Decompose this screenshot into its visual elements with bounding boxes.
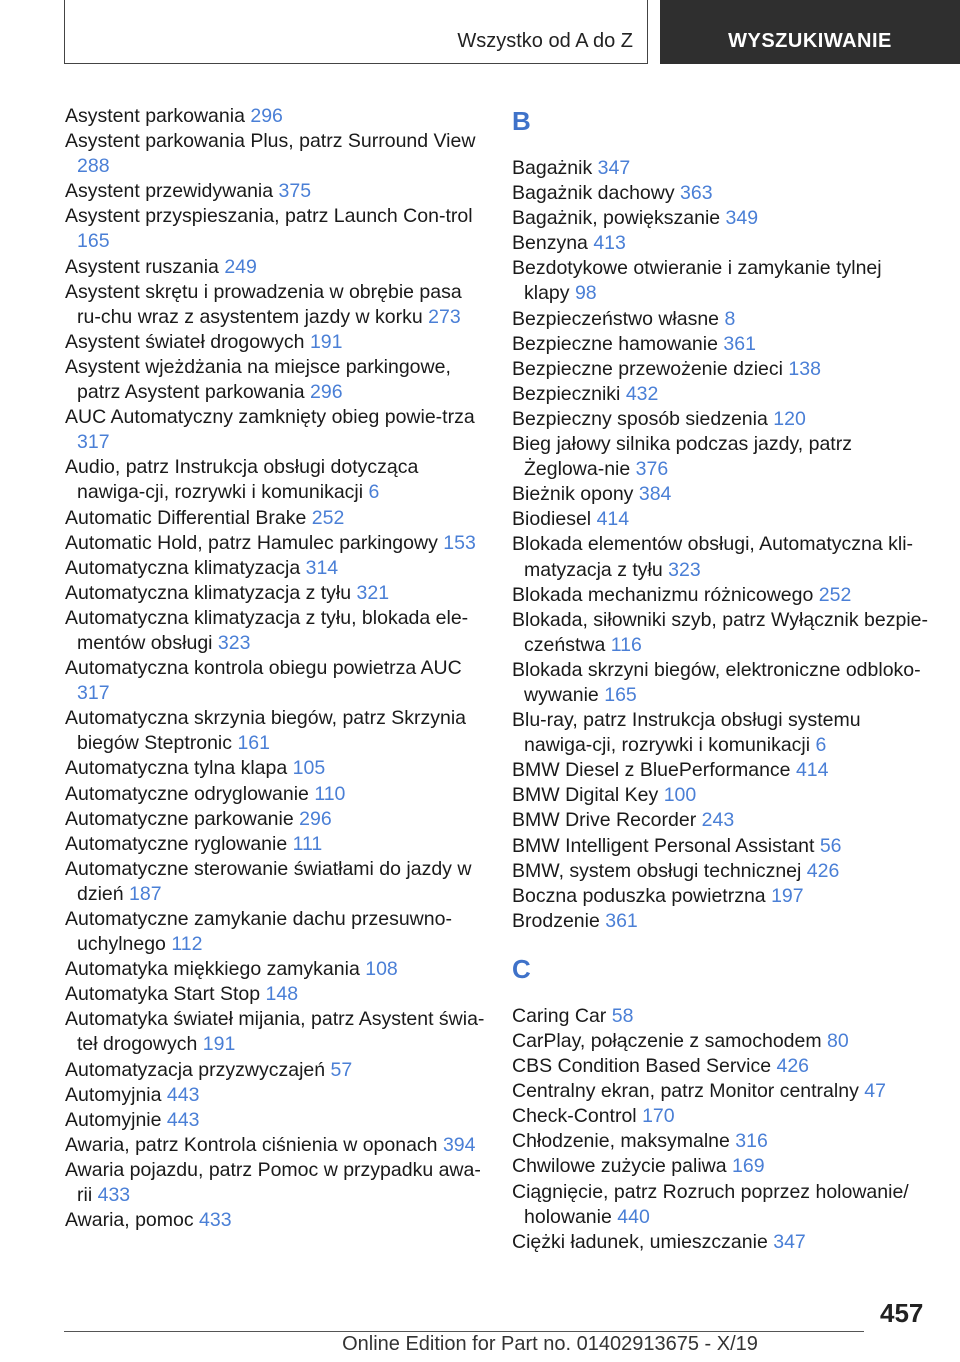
index-entry-text: Blokada elementów obsługi, Automatyczna kli-matyzacja z tyłu [512, 533, 914, 581]
index-entry-page-link[interactable]: 108 [365, 958, 398, 981]
index-entry [512, 884, 932, 909]
index-entry [512, 382, 932, 407]
index-entry-page-link[interactable]: 191 [202, 1033, 236, 1056]
index-entry-text: Bieg jałowy silnika podczas jazdy, patrz Żeglowa-nie [512, 433, 852, 481]
index-entry-page-link[interactable]: 433 [199, 1209, 232, 1232]
index-entry-text: Check-Control [512, 1105, 637, 1128]
index-entry-page-link[interactable]: 116 [610, 633, 642, 656]
index-entry [65, 1108, 485, 1133]
index-entry-text: Automatyka miękkiego zamykania [65, 958, 360, 981]
index-entry-page-link[interactable]: 440 [617, 1205, 650, 1228]
index-entry-page-link[interactable]: 375 [278, 180, 312, 203]
index-entry-page-link[interactable]: 347 [597, 157, 631, 179]
index-entry-page-link[interactable]: 414 [795, 759, 829, 782]
index-entry-text: Asystent skrętu i prowadzenia w obrębie pasa ru-chu wraz z asystentem jazdy w korku [65, 280, 462, 328]
index-entry-text: Chwilowe zużycie paliwa [512, 1155, 727, 1178]
index-entry-text: BMW Drive Recorder [512, 809, 697, 832]
index-entry-text: Bezdotykowe otwieranie i zamykanie tylnej klapy [512, 257, 882, 305]
index-entry [65, 706, 485, 756]
index-entry-text: Automatyczna klimatyzacja [65, 556, 301, 579]
index-entry [512, 307, 932, 332]
index-entry-page-link[interactable]: 296 [299, 807, 332, 830]
index-entry-text: Boczna poduszka powietrzna [512, 884, 766, 907]
index-entry-text: Asystent parkowania Plus, patrz Surround View [65, 130, 476, 153]
index-entry-page-link[interactable]: 443 [166, 1083, 200, 1106]
index-entry-text: Audio, patrz Instrukcja obsługi dotycząca nawiga-cji, rozrywki i komunikacji [65, 456, 419, 504]
index-entry-text: BMW Diesel z BluePerformance [512, 759, 791, 782]
index-entry-text: Awaria, pomoc [65, 1209, 194, 1232]
index-entry-text: Awaria pojazdu, patrz Pomoc w przypadku awa-rii [65, 1158, 481, 1207]
index-entry [65, 1208, 485, 1233]
index-entry [512, 608, 932, 658]
index-entry-page-link[interactable]: 317 [77, 682, 110, 705]
index-entry-text: Bezpieczniki [512, 382, 621, 405]
index-entry-page-link[interactable]: 57 [330, 1058, 353, 1081]
index-entry [512, 206, 932, 231]
index-entry-page-link[interactable]: 249 [224, 255, 257, 278]
index-entry-text: Bezpieczny sposób siedzenia [512, 407, 768, 430]
index-entry-page-link[interactable]: 316 [735, 1130, 768, 1153]
section-tab-label: Wszystko od A do Z [457, 30, 633, 52]
index-entry [512, 708, 932, 758]
index-entry-text: Automatyczne parkowanie [65, 807, 294, 830]
index-entry [512, 859, 932, 884]
index-entry [65, 857, 485, 907]
index-entry [65, 531, 485, 556]
index-entry [512, 432, 932, 482]
index-entry-page-link[interactable]: 110 [314, 782, 346, 805]
index-entry [65, 104, 485, 129]
index-entry [65, 1083, 485, 1108]
index-entry-page-link[interactable]: 323 [217, 631, 251, 654]
index-entry [65, 455, 485, 505]
index-entry [65, 129, 485, 179]
index-entry-page-link[interactable]: 314 [305, 556, 339, 579]
index-entry-text: Automatic Differential Brake [65, 506, 307, 529]
page-header [0, 0, 960, 66]
index-entry [512, 1079, 932, 1104]
index-entry-page-link[interactable]: 413 [593, 232, 626, 255]
index-entry [512, 583, 932, 608]
index-entry-text: Automatyczna tylna klapa [65, 757, 288, 780]
index-entry-page-link[interactable]: 169 [732, 1155, 765, 1178]
index-entry [512, 532, 932, 582]
index-entry-page-link[interactable]: 252 [818, 583, 852, 606]
index-entry [65, 957, 485, 982]
index-entry-page-link[interactable]: 361 [605, 909, 638, 932]
index-entry-page-link[interactable]: 426 [776, 1055, 810, 1078]
index-entry-page-link[interactable]: 98 [574, 282, 597, 305]
index-entry-text: Asystent przyspieszania, patrz Launch Con-trol [65, 205, 473, 228]
index-column-left [65, 104, 485, 1233]
index-entry-text: CBS Condition Based Service [512, 1055, 772, 1078]
search-tab[interactable] [660, 0, 960, 64]
index-entry-text: Bagażnik dachowy [512, 182, 675, 205]
index-entry [65, 330, 485, 355]
index-entry [512, 909, 932, 934]
index-column-right [512, 104, 932, 1255]
index-entry-page-link[interactable]: 111 [292, 832, 323, 855]
index-entry-page-link[interactable]: 243 [701, 809, 735, 832]
index-entry [65, 405, 485, 455]
section-c-entries [512, 1004, 932, 1255]
index-entry [65, 355, 485, 405]
index-entry [65, 832, 485, 857]
index-entry-text: BMW Digital Key [512, 784, 659, 807]
index-entry-text: Automatyczna klimatyzacja z tyłu [65, 581, 352, 604]
index-entry-page-link[interactable]: 394 [442, 1133, 476, 1156]
search-tab-label: WYSZUKIWANIE [728, 30, 892, 52]
index-entry-text: Bagażnik, powiększanie [512, 207, 721, 230]
index-entry [512, 231, 932, 256]
index-entry-page-link[interactable]: 384 [638, 483, 672, 506]
index-entry-page-link[interactable]: 433 [97, 1184, 131, 1207]
index-entry [65, 656, 485, 706]
index-entry-text: Automatyczne ryglowanie [65, 832, 288, 855]
index-entry [512, 758, 932, 783]
index-entry [512, 1129, 932, 1154]
index-entry-page-link[interactable]: 323 [668, 558, 701, 581]
index-entry-text: Centralny ekran, patrz Monitor centralny [512, 1080, 859, 1103]
index-entry [512, 658, 932, 708]
index-entry-text: Automatyczne odryglowanie [65, 782, 309, 805]
index-entry [65, 506, 485, 531]
index-entry-text: Bagażnik [512, 157, 593, 179]
index-entry-page-link[interactable]: 273 [428, 305, 461, 328]
index-entry-text: Automatyka Start Stop [65, 983, 261, 1006]
index-entry-page-link[interactable]: 443 [166, 1108, 200, 1131]
index-entry-text: Caring Car [512, 1004, 607, 1027]
index-entry-page-link[interactable]: 112 [171, 933, 203, 956]
index-entry [65, 280, 485, 330]
index-entry-page-link[interactable]: 100 [663, 784, 697, 807]
index-entry [512, 1054, 932, 1079]
index-entry-text: AUC Automatyczny zamknięty obieg powie-trza [65, 406, 475, 429]
index-entry-page-link[interactable]: 165 [77, 230, 110, 253]
index-entry-text: Automatyka świateł mijania, patrz Asystent świa-teł drogowych [65, 1008, 485, 1056]
index-entry [512, 256, 932, 306]
index-entry [65, 782, 485, 807]
index-entry [65, 204, 485, 254]
index-entry [65, 1158, 485, 1208]
index-entry-page-link[interactable]: 80 [827, 1030, 849, 1052]
index-entry-page-link[interactable]: 296 [310, 381, 343, 404]
index-entry-text: Biodiesel [512, 508, 592, 531]
index-entry-text: Ciężki ładunek, umieszczanie [512, 1230, 768, 1253]
index-entry [65, 179, 485, 204]
index-entry-page-link[interactable]: 165 [604, 683, 637, 706]
section-letter-b: B [512, 106, 531, 136]
index-entry-text: Automyjnia [65, 1083, 162, 1106]
index-entry-page-link[interactable]: 161 [237, 732, 270, 755]
index-entry-page-link[interactable]: 120 [773, 407, 806, 430]
index-entry [512, 181, 932, 206]
index-entry-page-link[interactable]: 376 [635, 458, 669, 481]
index-entry-text: CarPlay, połączenie z samochodem [512, 1030, 822, 1052]
index-entry-page-link[interactable]: 170 [642, 1105, 675, 1128]
index-entry-page-link[interactable]: 296 [250, 105, 283, 127]
index-entry-page-link[interactable]: 432 [625, 382, 659, 405]
index-entry-text: Asystent przewidywania [65, 180, 274, 203]
index-entry-page-link[interactable]: 6 [368, 481, 380, 504]
index-entry-page-link[interactable]: 58 [611, 1004, 634, 1027]
index-entry-page-link[interactable]: 138 [788, 357, 821, 380]
index-entry-page-link[interactable]: 8 [724, 307, 736, 330]
footer-edition-text: Online Edition for Part no. 01402913675 - X/19 [342, 1333, 758, 1355]
index-entry-text: Chłodzenie, maksymalne [512, 1130, 730, 1153]
index-entry [512, 1104, 932, 1129]
index-entry-page-link[interactable]: 361 [723, 332, 756, 355]
index-entry-page-link[interactable]: 6 [815, 734, 827, 757]
index-entry-text: Blu-ray, patrz Instrukcja obsługi systemu nawiga-cji, rozrywki i komunikacji [512, 709, 861, 757]
index-entry [512, 1180, 932, 1230]
index-entry-text: Automatyczne sterowanie światłami do jazdy w dzień [65, 857, 472, 905]
footer-divider [64, 1331, 864, 1332]
index-entry-text: Bezpieczne hamowanie [512, 332, 718, 355]
index-entry [65, 807, 485, 832]
index-entry-text: Automatyczne zamykanie dachu przesuwno-uchylnego [65, 908, 452, 956]
index-entry-text: Benzyna [512, 232, 588, 255]
section-b-entries [512, 156, 932, 934]
index-entry-page-link[interactable]: 148 [265, 983, 299, 1006]
index-entry [512, 357, 932, 382]
index-entry-text: Bieżnik opony [512, 483, 634, 506]
index-entry-text: Awaria, patrz Kontrola ciśnienia w oponach [65, 1133, 438, 1156]
index-entry-text: Automatyczna skrzynia biegów, patrz Skrzynia biegów Steptronic [65, 707, 467, 755]
index-entry-page-link[interactable]: 56 [819, 834, 842, 857]
index-entry-text: Asystent świateł drogowych [65, 330, 305, 353]
index-entry [512, 834, 932, 859]
index-entry-page-link[interactable]: 349 [725, 207, 759, 230]
index-entry-page-link[interactable]: 347 [773, 1230, 806, 1253]
index-entry [65, 1058, 485, 1083]
index-entry-text: Asystent ruszania [65, 255, 219, 278]
index-entry [512, 407, 932, 432]
index-entry-page-link[interactable]: 321 [356, 581, 390, 604]
index-entry [512, 1230, 932, 1255]
index-entry-text: Asystent parkowania [65, 105, 245, 127]
index-entry-page-link[interactable]: 414 [596, 508, 630, 531]
index-entry [512, 1029, 932, 1054]
index-entry-page-link[interactable]: 288 [77, 155, 110, 178]
index-entry-text: Asystent wjeżdżania na miejsce parkingowe, patrz Asystent parkowania [65, 355, 451, 404]
index-entry [512, 507, 932, 532]
index-entry-text: BMW, system obsługi technicznej [512, 859, 802, 882]
index-entry-page-link[interactable]: 191 [309, 330, 343, 353]
index-entry-page-link[interactable]: 363 [680, 182, 713, 205]
index-entry [512, 808, 932, 833]
index-entry [65, 1007, 485, 1057]
index-entry-text: Blokada mechanizmu różnicowego [512, 583, 814, 606]
index-entry [512, 482, 932, 507]
index-entry-text: Automatyzacja przyzwyczajeń [65, 1058, 326, 1081]
index-entry [65, 556, 485, 581]
section-tab[interactable] [64, 0, 648, 64]
index-entry-text: Blokada, siłowniki szyb, patrz Wyłącznik bezpie-czeństwa [512, 608, 928, 656]
index-entry-page-link[interactable]: 317 [77, 431, 110, 454]
index-entry [65, 1133, 485, 1158]
index-entry [65, 907, 485, 957]
page-number: 457 [880, 1298, 924, 1328]
index-entry [65, 982, 485, 1007]
index-entry [512, 1154, 932, 1179]
index-entry [65, 581, 485, 606]
index-entry-page-link[interactable]: 426 [806, 859, 840, 882]
section-letter-c: C [512, 953, 531, 984]
index-entry [512, 156, 932, 181]
index-entry-text: Bezpieczne przewożenie dzieci [512, 357, 783, 380]
index-entry-text: Blokada skrzyni biegów, elektroniczne odbloko-wywanie [512, 658, 921, 706]
index-entry-text: Brodzenie [512, 909, 600, 932]
index-entry-text: BMW Intelligent Personal Assistant [512, 834, 815, 857]
index-entry [512, 332, 932, 357]
index-entry [65, 756, 485, 781]
index-entry [512, 1004, 932, 1029]
index-entry [65, 606, 485, 656]
index-entry-text: Automyjnie [65, 1108, 162, 1131]
index-entry-text: Automatyczna kontrola obiegu powietrza AUC [65, 657, 462, 680]
index-entry [65, 255, 485, 280]
index-entry-page-link[interactable]: 252 [311, 506, 345, 529]
index-entry-page-link[interactable]: 105 [292, 757, 326, 780]
index-entry-page-link[interactable]: 47 [864, 1080, 886, 1103]
index-entry-text: Bezpieczeństwo własne [512, 307, 720, 330]
index-entry-text: Automatic Hold, patrz Hamulec parkingowy [65, 531, 438, 554]
index-entry-page-link[interactable]: 187 [129, 882, 162, 905]
index-entry-page-link[interactable]: 197 [771, 884, 804, 907]
index-entry [512, 783, 932, 808]
index-entry-text: Automatyczna klimatyzacja z tyłu, blokada ele-mentów obsługi [65, 606, 469, 654]
index-entry-text: Ciągnięcie, patrz Rozruch poprzez holowanie/ holowanie [512, 1180, 909, 1228]
index-entry-page-link[interactable]: 153 [443, 531, 476, 554]
